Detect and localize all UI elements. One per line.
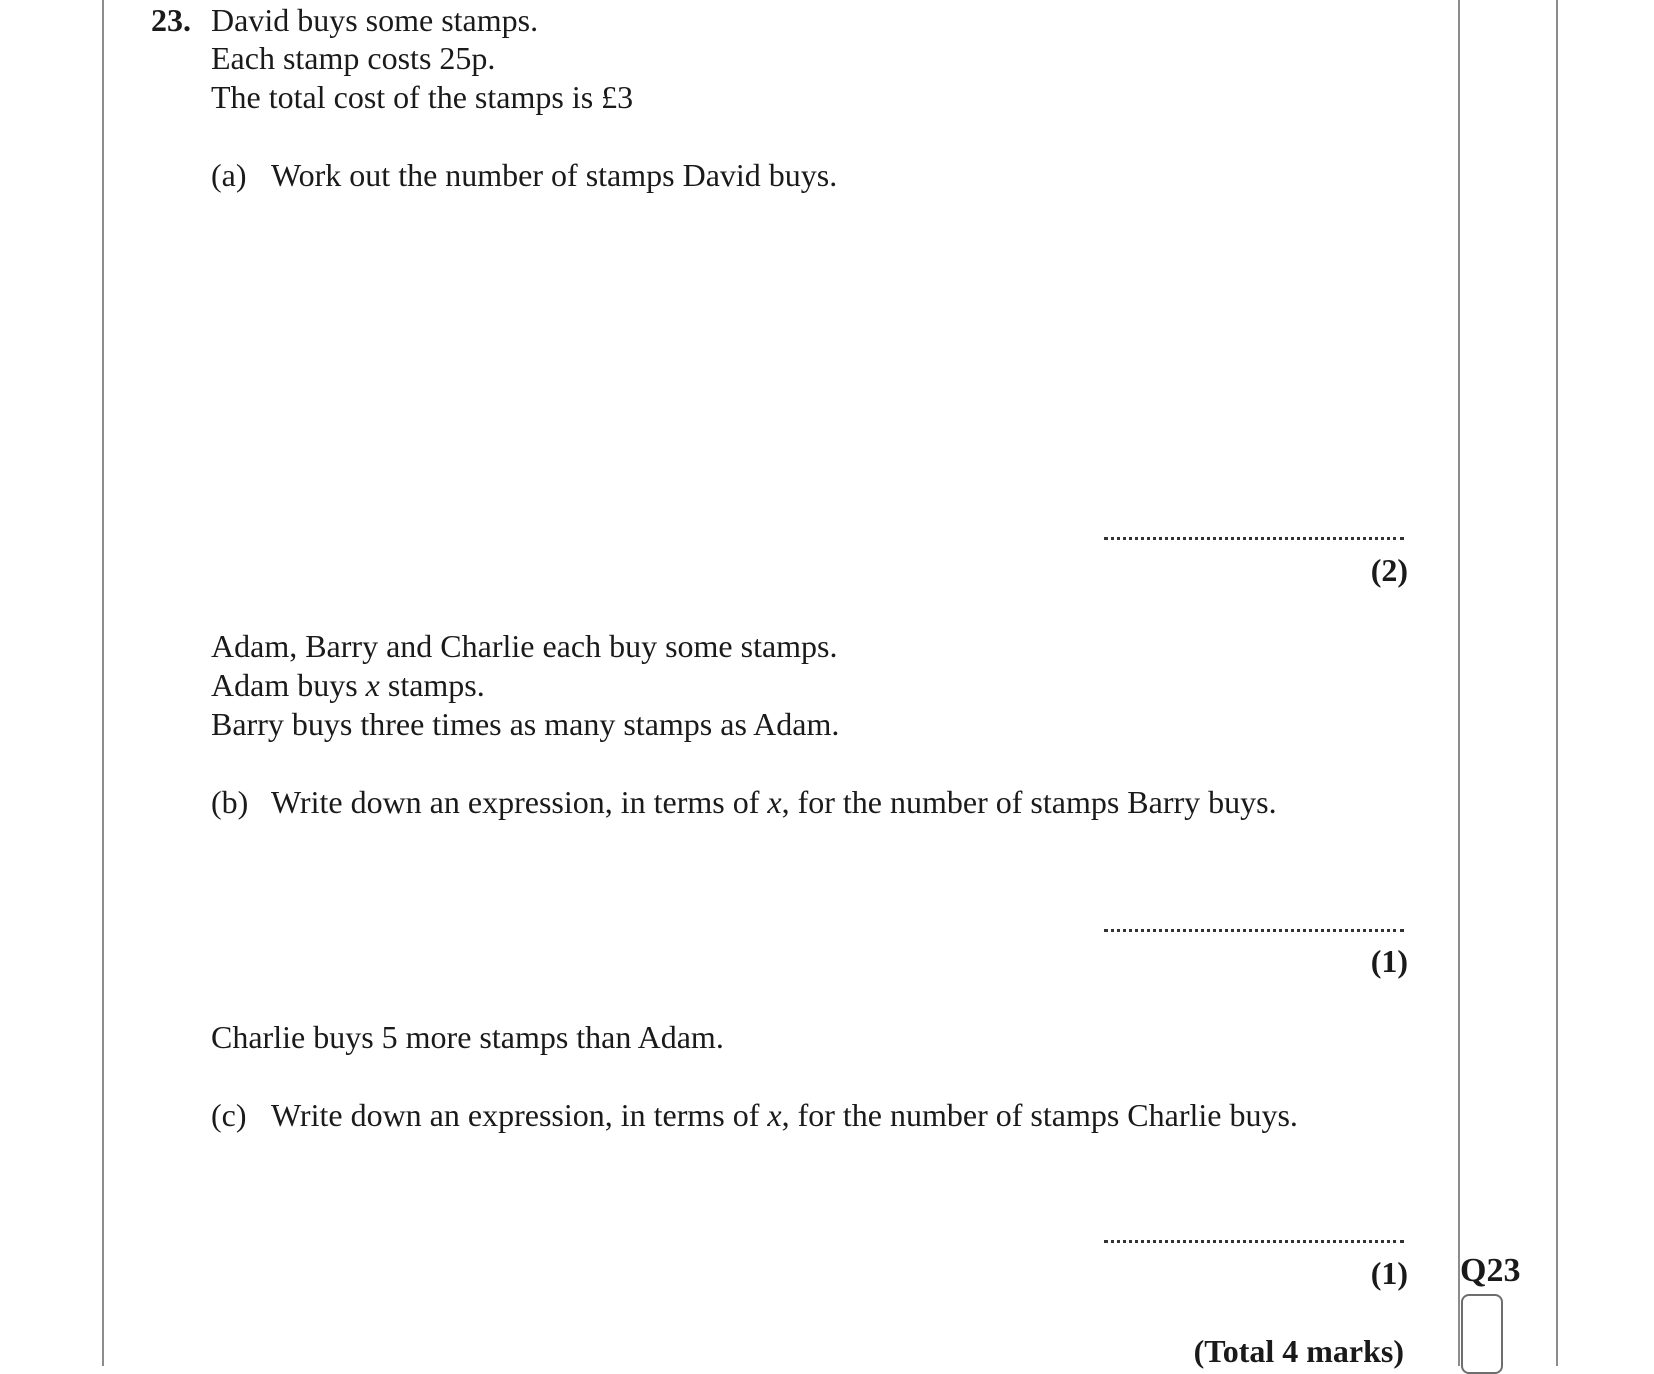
question-number: 23.: [151, 2, 191, 38]
context-bc-line-2-pre: Adam buys: [211, 667, 366, 703]
part-b-text: [271, 783, 1277, 821]
part-c-text: [271, 1096, 1298, 1134]
context-bc-line-3: Barry buys three times as many stamps as Adam.: [211, 706, 840, 742]
context-bc-line-2-post: stamps.: [379, 667, 485, 703]
part-b-text-pre: Write down an expression, in terms of: [271, 784, 768, 820]
page-border-right: [1556, 0, 1558, 1366]
examiner-mark-box: [1461, 1294, 1503, 1374]
variable-x: x: [365, 667, 380, 703]
part-a-label: (a): [211, 157, 247, 193]
part-c-text-pre: Write down an expression, in terms of: [271, 1097, 768, 1133]
context-bc-line-1: Adam, Barry and Charlie each buy some stamps.: [211, 628, 838, 664]
variable-x: x: [767, 784, 782, 820]
part-a-marks: (2): [1370, 552, 1408, 588]
page-border-margin: [1458, 0, 1460, 1366]
intro-line-2: Each stamp costs 25p.: [211, 40, 496, 76]
part-c-text-post: , for the number of stamps Charlie buys.: [781, 1097, 1298, 1133]
intro-line-3: The total cost of the stamps is £3: [211, 79, 634, 115]
part-a-text: Work out the number of stamps David buys.: [271, 157, 838, 193]
context-c: Charlie buys 5 more stamps than Adam.: [211, 1019, 724, 1055]
part-c-answer-line[interactable]: [1104, 1240, 1404, 1243]
intro-line-1: David buys some stamps.: [211, 2, 539, 38]
context-bc-line-2: [211, 666, 485, 704]
part-b-marks: (1): [1370, 943, 1408, 979]
part-c-label: (c): [211, 1097, 247, 1133]
part-b-text-post: , for the number of stamps Barry buys.: [781, 784, 1277, 820]
page-border-left: [102, 0, 104, 1366]
part-a-answer-line[interactable]: [1104, 537, 1404, 540]
question-margin-tag: Q23: [1460, 1252, 1521, 1289]
part-b-answer-line[interactable]: [1104, 929, 1404, 932]
total-marks: (Total 4 marks): [1193, 1333, 1404, 1369]
part-c-marks: (1): [1370, 1255, 1408, 1291]
variable-x: x: [767, 1097, 782, 1133]
part-b-label: (b): [211, 784, 249, 820]
